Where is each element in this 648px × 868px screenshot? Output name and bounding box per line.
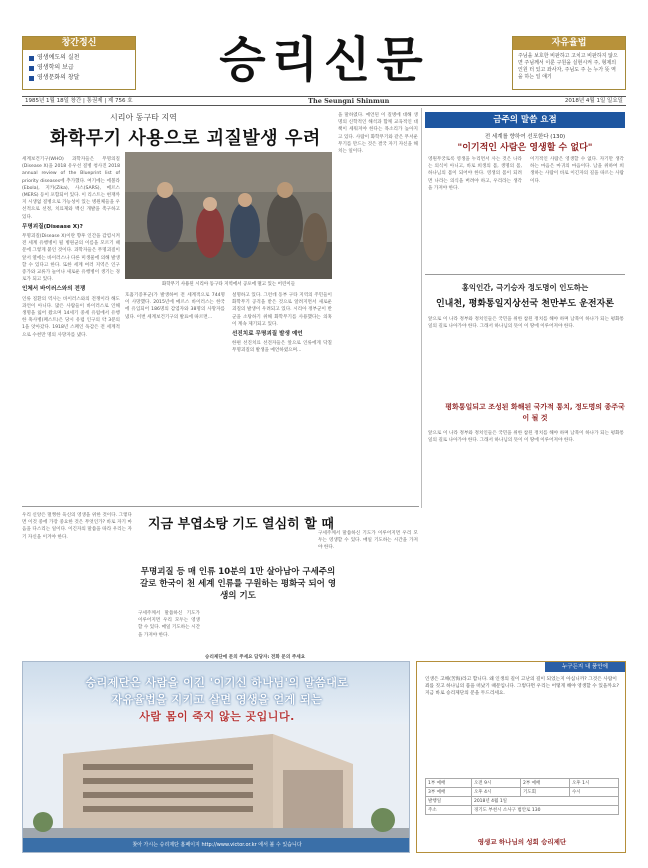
lead-subhead: 무명괴질(Disease X)?	[22, 223, 83, 230]
free-law-text: 주님을 보호한 비판하고 고치고 비판하지 않으면 주님께서 이룬 구원을 실현시켜 주, 형제의 인원 터 있고 좌사자, 주님도 주 는 누가 뜻 역을 하는 일 얘기	[518, 53, 618, 80]
second-paragraph: 구세주께서 말씀하신 기도가 이루어지면 우리 모두는 영생할 수 있다. 매일 기도하는 시간을 가져야 한다.	[138, 611, 200, 638]
founding-item: 영생문화의 창달	[29, 73, 129, 83]
lead-paragraph: 호흡기증후군)가 발생하여 전 세계적으로 744명이 사망했다. 2015년에 메르스 바이러스는 한국에 유입되어 186명의 감염자와 38명의 사망자를 냈다. 이번 세계보건기구의 발표에 따르면...	[125, 293, 225, 320]
bullet-icon	[29, 56, 34, 61]
free-law-title: 자유율법	[513, 37, 625, 50]
lead-paragraph: 한편 선진치료 선견자들은 앞으로 인류에게 닥칠 무명괴질의 발생을 예언하였으며...	[232, 341, 332, 354]
church-paragraph: 앞으로 이 나라 정부와 정치인들은 국민을 위한 참된 정치를 해야 하며 남북이 하나가 되는 평화통일의 길로 나아가야 한다. 그래서 하나님의 뜻이 이 땅에 이루어져야 한다.	[428, 431, 624, 444]
info-box-text: 인생은 고해(苦海)라고 합니다. 왜 인생의 길이 고난의 길이 되었는지 아십니까? 그것은 사람이 죄를 짓고 하나님의 품을 떠났기 때문입니다. 그렇다면 우리는 어떻게 해야 영생할 수 있을까요? 지금 바로 승리제단의 문을 두드리세요.	[425, 677, 619, 696]
column-divider	[421, 108, 422, 508]
lead-paragraph: 을 말하였다. 예언된 이 질병에 대해 생명의 신학적인 해석과 함께 교육적인 대책이 세워져야 한다는 목소리가 높아지고 있다. 사람이 화학무기와 같은 무서운 무기를 만드는 것은 결국 자기 자신을 해치는 일이다.	[338, 113, 418, 155]
sidebar-column-2	[530, 156, 624, 268]
founding-item: 영생예도의 실천	[29, 53, 129, 63]
second-column-2	[138, 610, 200, 654]
info-box	[416, 661, 626, 853]
info-box-header: 누구든지 내 품안에	[545, 662, 625, 672]
church-heading-line2: 인내천, 평화통일지상선국 천만부도 운전자론	[435, 299, 614, 309]
lead-paragraph: 설명하고 있다. 그런데 동부 구타 지역의 주민들이 화학무기 공격을 받은 것으로 알려지면서 새로운 괴질의 발생이 우려되고 있다. 시리아 정부군이 반군을 소탕하기 위해 화학무기를 사용했다는 의혹이 계속 제기되고 있다.	[232, 293, 332, 327]
church-column	[428, 316, 624, 400]
ad-line-1: 승리제단은 사람을 이긴 '이기신 하나님'의 말씀대로	[85, 676, 349, 689]
lead-subhead: 인체서 바이러스와의 전쟁	[22, 286, 86, 293]
english-title: The Seungni Shinmun	[308, 97, 390, 105]
sidebar-paragraph: 이기적인 사람은 영생할 수 없다. 자기만 생각하는 마음은 마귀의 마음이다. 남을 위하여 희생하는 사람이 바로 이긴자의 길을 따르는 사람이다.	[530, 157, 624, 184]
church-column-2	[428, 430, 624, 650]
weekly-word-title: "이기적인 사람은 영생할 수 없다"	[457, 143, 593, 153]
lead-column-4	[338, 112, 418, 500]
dateline	[22, 96, 626, 106]
masthead	[22, 32, 626, 94]
second-paragraph: 구세주께서 말씀하신 기도가 이루어지면 우리 모두는 영생할 수 있다. 매일 기도하는 시간을 가져야 한다.	[318, 531, 418, 551]
bullet-icon	[29, 76, 34, 81]
lead-paragraph: 인류 질환의 역사는 바이러스와의 전쟁이라 해도 과언이 아니다. 많은 사람들이 바이러스로 인해 생명을 잃어 왔으며 14세기 중세 유럽에서 유행한 흑사병(페스트)은 당시 유럽 인구의 약 3분의 1을 앗아갔다. 1918년 스페인 독감은 전 세계적으로 수천만 명의 사망자를 냈다.	[22, 296, 120, 338]
church-heading-line1: 홍익인간, 극기승자 정도명이 인도하는	[461, 283, 589, 292]
lead-photo	[125, 152, 332, 279]
sidebar-column-1	[428, 156, 522, 268]
section-divider	[22, 506, 419, 507]
ad-line-3: 사람 몸이 죽지 않는 곳입니다.	[139, 710, 295, 723]
free-law-box	[512, 36, 626, 90]
issue-date: 2018년 4월 1일 일요일	[564, 98, 623, 104]
second-paragraph: 우리 신앙은 멀쩡한 육신의 영생을 위한 것이다. 그렇다면 이것 중에 가장 중요한 것은 무엇인가? 바로 자기 마음을 다스리는 일이다. 이긴자의 말씀을 따라 우리는 자기 자신을 이겨야 한다.	[22, 513, 132, 540]
lead-subhead: 선진치료 무명괴질 발생 예언	[232, 331, 303, 338]
sidebar-divider	[425, 274, 625, 275]
weekly-word-header: 금주의 말씀 요점	[425, 112, 625, 128]
newspaper-logo: 승리신문	[219, 32, 429, 88]
table-row: 3부 예배 오후 4시 기도회 수시	[426, 788, 619, 797]
lead-kicker: 시리아 동구타 지역	[110, 113, 177, 122]
second-column-1	[22, 512, 132, 654]
second-headline: 지금 부엽소탕 기도 열심히 할 때	[148, 517, 334, 532]
weekly-word-subhead: 전 세계를 향하여 선포한다 (130)	[484, 134, 566, 140]
table-row: 발행일 2018년 4월 1일	[426, 797, 619, 806]
bullet-icon	[29, 66, 34, 71]
pull-quote: 평화통일되고 조성된 화해된 국가적 통치, 정도명의 종주국이 될 것	[445, 403, 625, 422]
ad-line-2: 자유율법을 지키고 살면 영생을 얻게 되는	[111, 693, 323, 706]
schedule-table	[425, 778, 619, 815]
sidebar-paragraph: 영원무궁토록 영생을 누리면서 사는 것은 나라는 의식이 아니고, 바로 희생의 몸, 생명의 몸, 하나님의 몸이 되어야 한다. 영생의 몸이 되려면 나라는 의식을 버려야 하고, 우리라는 생각을 가져야 한다.	[428, 157, 522, 191]
founding-item: 영생학의 보급	[29, 63, 129, 73]
lead-column-3	[232, 292, 332, 500]
lead-column-1	[22, 156, 120, 501]
second-subhead: 무명괴질 등 매 인류 10분의 1만 살아남아 구세주의 갈로 한국이 천 세계 인류를 구원하는 평화국 되어 영생의 기도	[139, 567, 337, 601]
founding-spirit-title: 창간정신	[23, 37, 135, 50]
table-row: 주소 경기도 부천시 소사구 범안로 130	[426, 806, 619, 815]
lead-column-2	[125, 292, 225, 500]
church-heading	[425, 282, 625, 309]
syria-photo-image	[125, 152, 332, 279]
lead-headline: 화학무기 사용으로 괴질발생 우려	[50, 128, 321, 149]
ad-footer: 찾아 가시는 승리제단 홈페이지 http://www.victor.or.kr 에서 볼 수 있습니다	[23, 838, 410, 852]
contact-box: 승리제단에 문의 주세요 담당자: 전화 문의 주세요	[205, 655, 306, 660]
founding-spirit-box	[22, 36, 136, 90]
church-building-image	[23, 724, 410, 840]
photo-caption: 화학무기 사용된 시리아 동구타 지역에서 공포에 떨고 있는 어린이들	[161, 282, 296, 287]
info-box-footer: 영생교 하나님의 성회 승리제단	[477, 838, 567, 846]
lead-paragraph: 세계보건기구(WHO) 과학자들은 무명의질(Disease X)을 2018 유우선 질병 청사진 2018 annual review of the Blueprint list of priority diseases에 추가했다. 여기에는 에볼라(Ebola), 지카(Zika), 사스(SARS), 메르스(MERS) 등이 포함되어 있다. 이 리스트는 현재까지 시생없 질병으로 가능성이 있는 병원체들을 우선적으로 선정, 치료제와 백신 개발을 촉구하고 있다.	[22, 157, 120, 220]
second-column-3	[318, 530, 418, 654]
lead-paragraph: 무명괴질(Disease X)이란 향후 인간을 감염시켜 전 세계 유행병이 될 병원균의 이름을 모르기 때문에 그렇게 붙인 것이다. 과학자들은 무명괴질이 앞서 열에는 바이러스나 다른 미생물에 의해 발생할 수 있다고 한다. 또한 세계 여러 지역은 인구 증가와 교류가 늘어나 새로운 유행병이 생기는 경로가 되고 있다.	[22, 234, 120, 283]
church-advertisement	[22, 661, 410, 853]
church-paragraph: 앞으로 이 나라 정부와 정치인들은 국민을 위한 참된 정치를 해야 하며 남북이 하나가 되는 평화통일의 길로 나아가야 한다. 그래서 하나님의 뜻이 이 땅에 이루어져야 한다.	[428, 317, 624, 330]
table-row: 1부 예배 오전 9시 2부 예배 오후 1시	[426, 779, 619, 788]
issue-info: 1985년 1월 18일 창간 | 통권제 | 제 756 호	[25, 98, 133, 104]
